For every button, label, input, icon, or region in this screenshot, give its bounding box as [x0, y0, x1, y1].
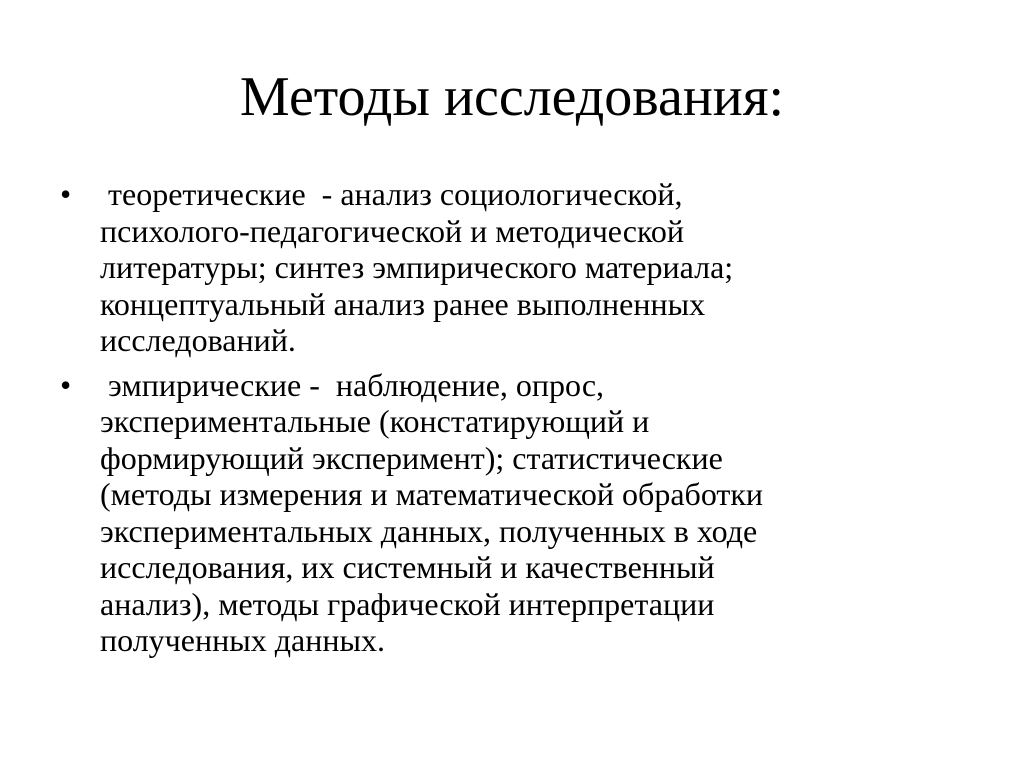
bullet-line: (методы измерения и математической обработки	[100, 476, 764, 512]
bullet-line: эмпирические - наблюдение, опрос,	[100, 366, 605, 403]
bullet-line: исследований.	[100, 322, 296, 358]
bullet-line: концептуальный анализ ранее выполненных	[100, 285, 706, 322]
bullet-list	[60, 176, 960, 667]
bullet-line: теоретические - анализ социологической,	[100, 176, 683, 212]
bullet-line: исследования, их системный и качественный	[100, 549, 715, 585]
bullet-line: экспериментальные (констатирующий и	[100, 403, 650, 439]
bullet-item-theoretical	[60, 176, 960, 359]
bullet-line: полученных данных.	[100, 622, 385, 658]
bullet-line: литературы; синтез эмпирического материала;	[100, 249, 734, 285]
bullet-line: экспериментальных данных, полученных в ходе	[100, 512, 758, 549]
bullet-line: анализ), методы графической интерпретации	[100, 585, 715, 622]
bullet-item-empirical	[60, 367, 960, 659]
bullet-icon: •	[60, 176, 72, 212]
bullet-line: психолого-педагогической и методической	[100, 212, 685, 249]
bullet-icon: •	[60, 366, 72, 403]
slide-title: Методы исследования:	[239, 66, 785, 128]
bullet-line: формирующий эксперимент); статистические	[100, 439, 723, 476]
